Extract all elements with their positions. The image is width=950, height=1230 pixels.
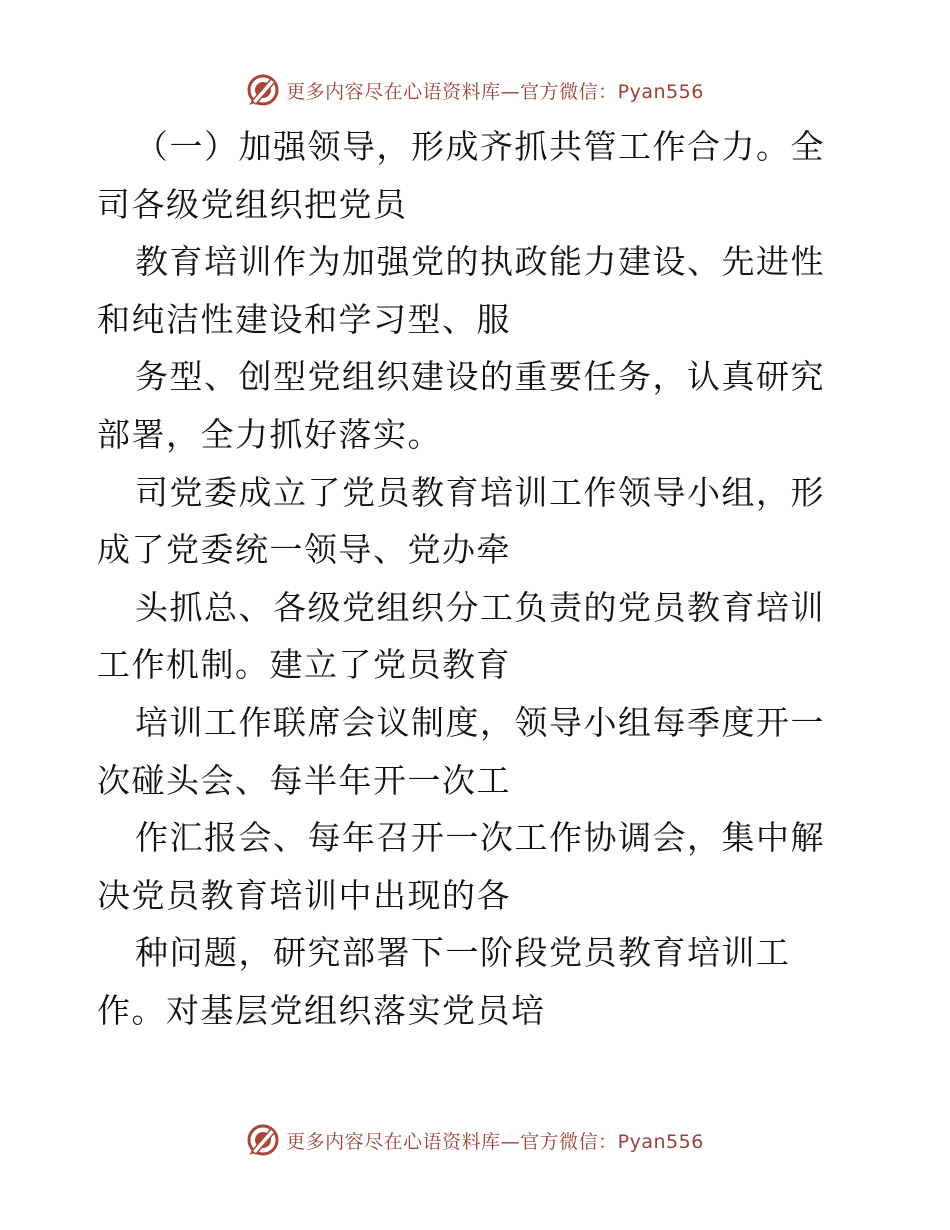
paragraph: 种问题，研究部署下一阶段党员教育培训工作。对基层党组织落实党员培 <box>97 933 791 1030</box>
paragraph: 头抓总、各级党组织分工负责的党员教育培训工作机制。建立了党员教育 <box>97 587 825 685</box>
footer-watermark-text: 更多内容尽在心语资料库—官方微信：Pyan556 <box>286 1130 704 1153</box>
paragraph: 培训工作联席会议制度，领导小组每季度开一次碰头会、每半年开一次工 <box>97 702 825 800</box>
document-body <box>97 118 857 1040</box>
header-watermark-text: 更多内容尽在心语资料库—官方微信：Pyan556 <box>286 80 704 103</box>
paragraph: 司党委成立了党员教育培训工作领导小组，形成了党委统一领导、党办牵 <box>97 472 825 570</box>
pen-seal-logo-icon <box>246 73 280 107</box>
paragraph: 教育培训作为加强党的执政能力建设、先进性和纯洁性建设和学习型、服 <box>97 242 825 339</box>
header-watermark-banner <box>0 70 950 110</box>
paragraph: （一）加强领导，形成齐抓共管工作合力。全司各级党组织把党员 <box>97 127 825 224</box>
paragraph: 务型、创型党组织建设的重要任务，认真研究部署，全力抓好落实。 <box>97 357 825 454</box>
footer-watermark-banner <box>0 1120 950 1160</box>
paragraph: 作汇报会、每年召开一次工作协调会，集中解决党员教育培训中出现的各 <box>97 818 825 915</box>
pen-seal-logo-icon <box>246 1123 280 1157</box>
